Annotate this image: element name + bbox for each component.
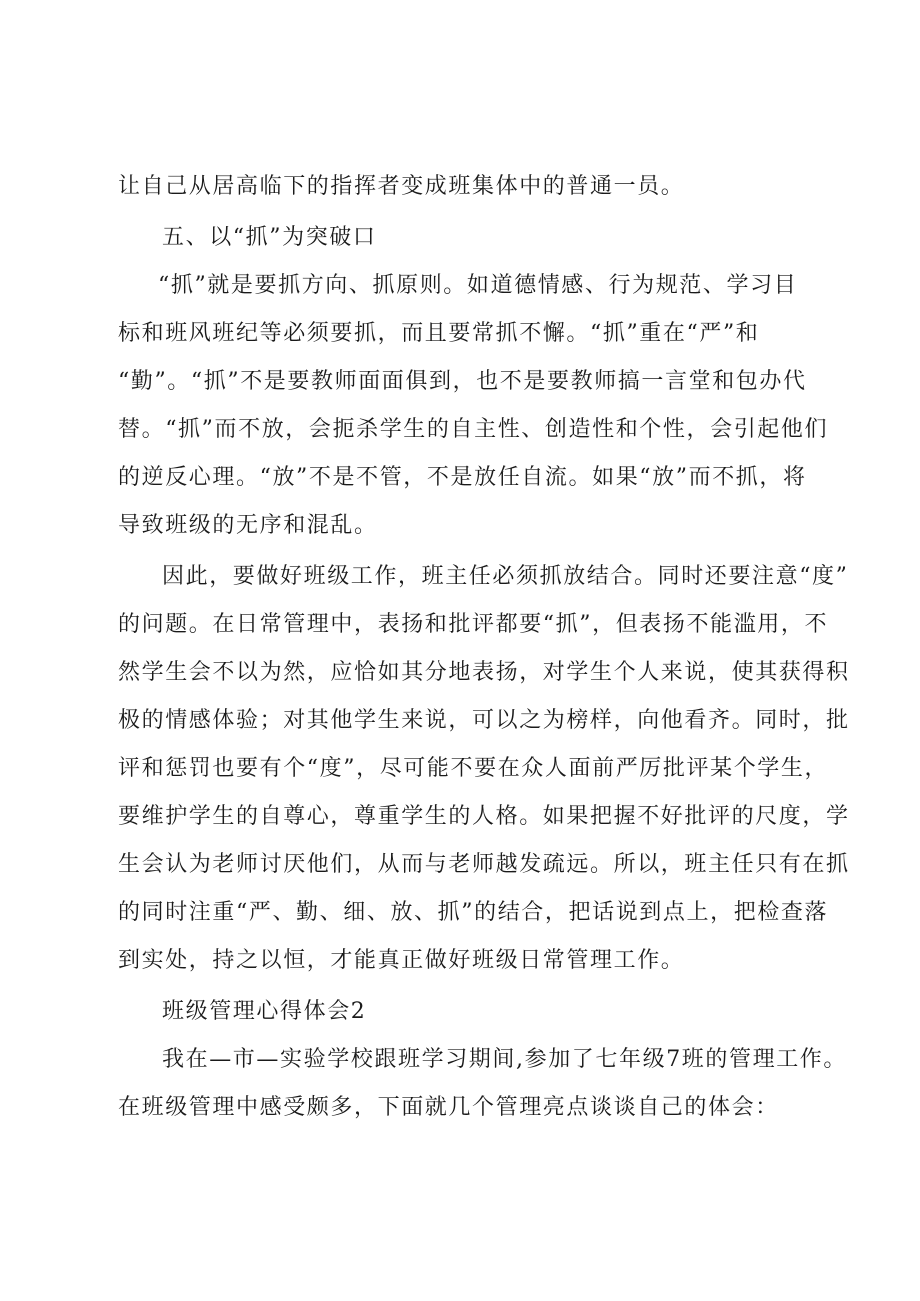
paragraph-line: 的同时注重“严、勤、细、放、抓”的结合，把话说到点上，把检查落	[118, 900, 829, 925]
paragraph-line: 然学生会不以为然，应恰如其分地表扬，对学生个人来说，使其获得积	[118, 660, 850, 685]
paragraph-line: 要维护学生的自尊心，尊重学生的人格。如果把握不好批评的尺度，学	[118, 804, 850, 829]
paragraph-line: 的问题。在日常管理中，表扬和批评都要“抓”，但表扬不能滥用，不	[118, 612, 829, 637]
paragraph-line: 导致班级的无序和混乱。	[118, 513, 378, 538]
text-line-continuation: 让自己从居高临下的指挥者变成班集体中的普通一员。	[118, 174, 685, 199]
paragraph-line: 到实处，持之以恒，才能真正做好班级日常管理工作。	[118, 948, 685, 973]
paragraph-line: 极的情感体验；对其他学生来说，可以之为榜样，向他看齐。同时，批	[118, 708, 850, 733]
paragraph-line: 标和班风班纪等必须要抓，而且要常抓不懈。“抓”重在“严”和	[118, 321, 760, 346]
paragraph-line: 生会认为老师讨厌他们，从而与老师越发疏远。所以，班主任只有在抓	[118, 852, 850, 877]
paragraph-line: 我在—市—实验学校跟班学习期间,参加了七年级7班的管理工作。	[162, 1047, 847, 1072]
section-heading: 五、以“抓”为突破口	[162, 225, 377, 250]
paragraph-line: “勤”。“抓”不是要教师面面俱到，也不是要教师搞一言堂和包办代	[118, 369, 807, 394]
paragraph-line: “抓”就是要抓方向、抓原则。如道德情感、行为规范、学习目	[158, 273, 798, 298]
paragraph-line: 因此，要做好班级工作，班主任必须抓放结合。同时还要注意“度”	[162, 564, 849, 589]
paragraph-line: 在班级管理中感受颇多，下面就几个管理亮点谈谈自己的体会：	[118, 1095, 779, 1120]
paragraph-line: 替。“抓”而不放，会扼杀学生的自主性、创造性和个性，会引起他们	[118, 417, 829, 442]
section-heading: 班级管理心得体会2	[162, 999, 367, 1024]
paragraph-line: 评和惩罚也要有个“度”，尽可能不要在众人面前严厉批评某个学生，	[118, 756, 829, 781]
paragraph-line: 的逆反心理。“放”不是不管，不是放任自流。如果“放”而不抓，将	[118, 465, 807, 490]
